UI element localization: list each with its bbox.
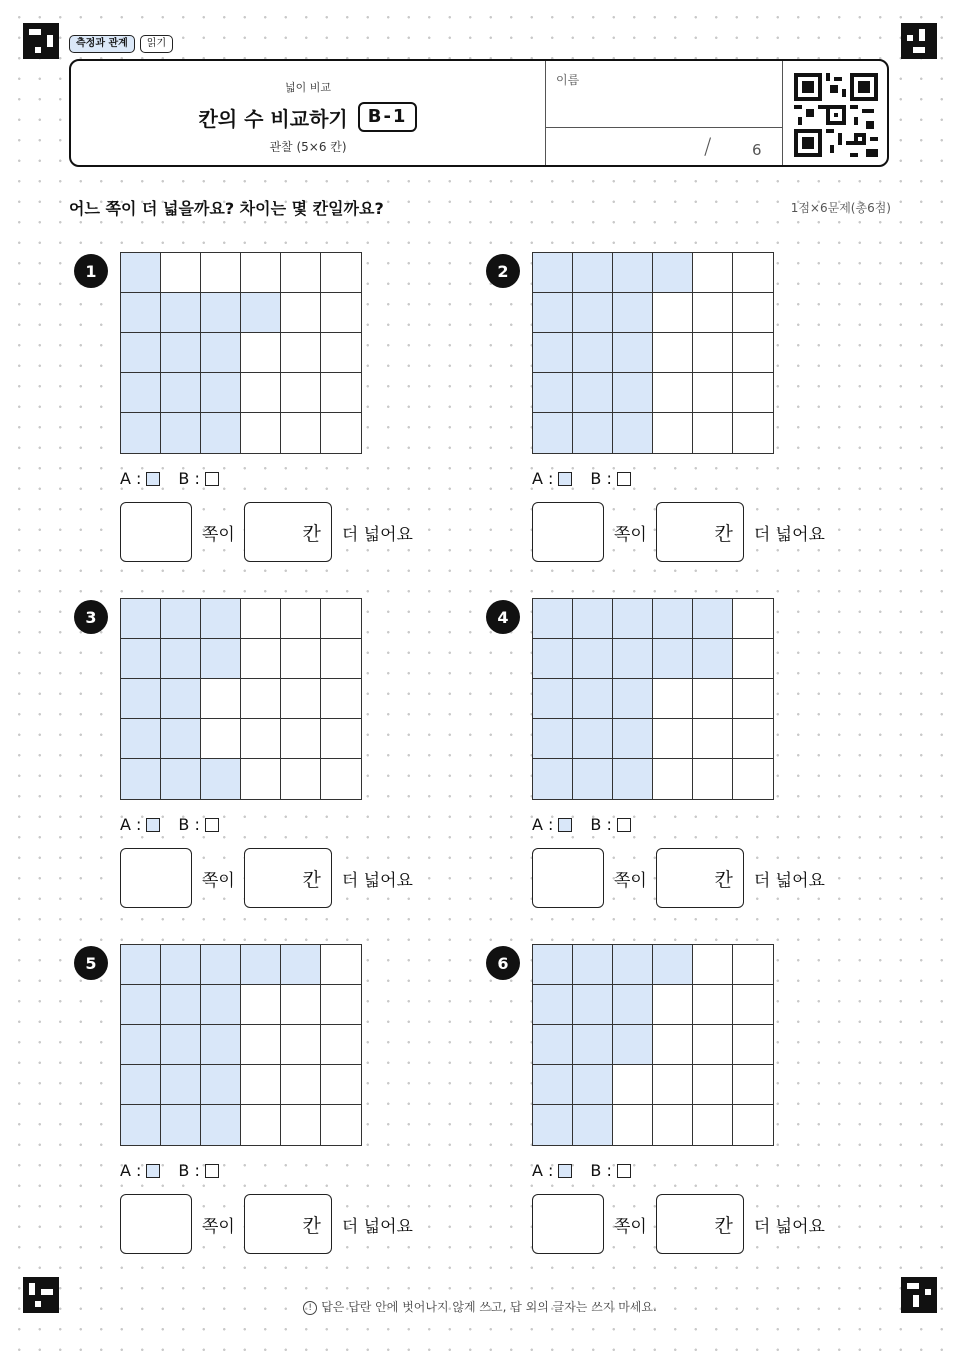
grid-cell-b xyxy=(281,333,321,373)
grid-cell-b xyxy=(733,1025,773,1065)
grid-cell-a xyxy=(533,1105,573,1145)
answer-side-box[interactable] xyxy=(120,1194,192,1254)
grid-cell-b xyxy=(281,599,321,639)
grid-cell-b xyxy=(693,759,733,799)
grid-cell-b xyxy=(161,253,201,293)
grid-cell-b xyxy=(241,639,281,679)
answer-row xyxy=(120,848,422,908)
grid-cell-a xyxy=(161,373,201,413)
grid-cell-b xyxy=(733,679,773,719)
legend-label-a: A : xyxy=(120,469,142,488)
answer-count-box[interactable] xyxy=(656,1194,744,1254)
grid-cell-a xyxy=(613,1025,653,1065)
grid-cell-b xyxy=(693,679,733,719)
grid-cell-a xyxy=(121,599,161,639)
area-grid xyxy=(532,944,774,1146)
legend-swatch-b xyxy=(617,1164,631,1178)
legend-label-b: B : xyxy=(590,469,612,488)
grid-cell-a xyxy=(653,945,693,985)
grid-cell-a xyxy=(161,293,201,333)
grid-cell-b xyxy=(201,719,241,759)
area-grid xyxy=(532,252,774,454)
answer-row xyxy=(532,1194,834,1254)
grid-cell-b xyxy=(321,1025,361,1065)
grid-cell-b xyxy=(281,639,321,679)
legend xyxy=(532,815,649,834)
grid-cell-a xyxy=(573,945,613,985)
grid-cell-a xyxy=(121,719,161,759)
legend-label-b: B : xyxy=(590,815,612,834)
answer-side-box[interactable] xyxy=(120,502,192,562)
grid-cell-b xyxy=(281,253,321,293)
grid-cell-a xyxy=(613,679,653,719)
answer-side-box[interactable] xyxy=(120,848,192,908)
grid-cell-b xyxy=(321,1065,361,1105)
problem-number: 5 xyxy=(74,946,108,980)
grid-cell-a xyxy=(201,759,241,799)
grid-cell-b xyxy=(733,639,773,679)
grid-cell-b xyxy=(321,333,361,373)
legend-swatch-a xyxy=(558,818,572,832)
legend-label-a: A : xyxy=(532,815,554,834)
side-label: 쪽이 xyxy=(614,870,647,891)
grid-cell-b xyxy=(693,1025,733,1065)
grid-cell-b xyxy=(241,679,281,719)
grid-cell-b xyxy=(321,639,361,679)
grid-cell-b xyxy=(281,1105,321,1145)
grid-cell-a xyxy=(613,945,653,985)
grid-cell-b xyxy=(653,333,693,373)
legend-label-b: B : xyxy=(178,469,200,488)
grid-cell-a xyxy=(573,253,613,293)
legend-label-a: A : xyxy=(120,1161,142,1180)
grid-cell-b xyxy=(653,293,693,333)
problem-number: 4 xyxy=(486,600,520,634)
grid-cell-a xyxy=(201,1025,241,1065)
legend xyxy=(532,469,649,488)
name-label: 이름 xyxy=(556,73,580,87)
grid-cell-b xyxy=(241,985,281,1025)
grid-cell-a xyxy=(573,985,613,1025)
grid-cell-a xyxy=(201,413,241,453)
grid-cell-b xyxy=(653,373,693,413)
answer-count-box[interactable] xyxy=(244,848,332,908)
grid-cell-a xyxy=(573,719,613,759)
grid-cell-a xyxy=(533,719,573,759)
grid-cell-b xyxy=(241,1065,281,1105)
header-title-row xyxy=(71,102,545,132)
footer-note xyxy=(0,1298,960,1315)
grid-cell-b xyxy=(733,333,773,373)
grid-cell-a xyxy=(241,293,281,333)
grid-cell-a xyxy=(241,945,281,985)
grid-cell-b xyxy=(281,1065,321,1105)
grid-cell-a xyxy=(121,945,161,985)
header-subtitle: 넓이 비교 xyxy=(284,81,331,94)
unit-label: 칸 xyxy=(302,1214,321,1237)
grid-cell-b xyxy=(321,679,361,719)
grid-cell-a xyxy=(613,639,653,679)
grid-cell-b xyxy=(653,1025,693,1065)
grid-cell-b xyxy=(653,719,693,759)
grid-cell-b xyxy=(693,293,733,333)
grid-cell-b xyxy=(321,253,361,293)
problem-6 xyxy=(481,944,881,1274)
grid-cell-a xyxy=(121,1025,161,1065)
side-label: 쪽이 xyxy=(202,870,235,891)
grid-cell-a xyxy=(533,985,573,1025)
area-grid xyxy=(120,598,362,800)
grid-cell-a xyxy=(201,639,241,679)
unit-label: 칸 xyxy=(302,868,321,891)
grid-cell-b xyxy=(281,1025,321,1065)
grid-cell-a xyxy=(533,293,573,333)
legend-label-b: B : xyxy=(178,1161,200,1180)
worksheet-header xyxy=(69,59,889,167)
legend-swatch-b xyxy=(205,1164,219,1178)
legend-swatch-b xyxy=(205,818,219,832)
grid-cell-a xyxy=(121,293,161,333)
grid-cell-a xyxy=(121,759,161,799)
grid-cell-b xyxy=(241,599,281,639)
grid-cell-b xyxy=(613,1105,653,1145)
grid-cell-a xyxy=(573,759,613,799)
grid-cell-a xyxy=(613,985,653,1025)
grid-cell-b xyxy=(733,599,773,639)
problem-number: 2 xyxy=(486,254,520,288)
legend-label-a: A : xyxy=(120,815,142,834)
more-label: 더 넓어요 xyxy=(341,524,413,545)
grid-cell-a xyxy=(201,293,241,333)
grid-cell-b xyxy=(693,1105,733,1145)
grid-cell-b xyxy=(321,1105,361,1145)
grid-cell-a xyxy=(533,945,573,985)
problem-4 xyxy=(481,598,881,928)
grid-cell-b xyxy=(693,373,733,413)
grid-cell-a xyxy=(613,759,653,799)
grid-cell-a xyxy=(693,599,733,639)
legend-label-a: A : xyxy=(532,1161,554,1180)
legend xyxy=(532,1161,649,1180)
grid-cell-a xyxy=(201,373,241,413)
grid-cell-a xyxy=(653,253,693,293)
footer-text: 답은 답란 안에 벗어나지 않게 쓰고, 답 외의 글자는 쓰지 마세요. xyxy=(321,1300,657,1314)
grid-cell-b xyxy=(693,719,733,759)
area-grid xyxy=(532,598,774,800)
grid-cell-a xyxy=(161,639,201,679)
legend-swatch-a xyxy=(146,1164,160,1178)
grid-cell-b xyxy=(241,373,281,413)
grid-cell-b xyxy=(733,373,773,413)
legend-swatch-a xyxy=(558,1164,572,1178)
grid-cell-a xyxy=(161,413,201,453)
more-label: 더 넓어요 xyxy=(753,870,825,891)
grid-cell-b xyxy=(733,719,773,759)
grid-cell-a xyxy=(161,719,201,759)
header-title-area xyxy=(71,61,545,165)
grid-cell-a xyxy=(201,599,241,639)
grid-cell-b xyxy=(733,293,773,333)
grid-cell-b xyxy=(653,759,693,799)
grid-cell-a xyxy=(121,639,161,679)
grid-cell-b xyxy=(321,373,361,413)
grid-cell-a xyxy=(201,945,241,985)
grid-cell-a xyxy=(613,293,653,333)
grid-cell-a xyxy=(121,679,161,719)
grid-cell-a xyxy=(533,639,573,679)
grid-cell-a xyxy=(201,1065,241,1105)
grid-cell-b xyxy=(693,253,733,293)
legend-swatch-b xyxy=(617,472,631,486)
grid-cell-b xyxy=(693,413,733,453)
grid-cell-b xyxy=(733,945,773,985)
grid-cell-a xyxy=(573,599,613,639)
grid-cell-a xyxy=(573,293,613,333)
score-note: 1점×6문제(총6점) xyxy=(790,201,891,215)
answer-count-box[interactable] xyxy=(656,502,744,562)
grid-cell-a xyxy=(573,373,613,413)
grid-cell-b xyxy=(693,945,733,985)
grid-cell-a xyxy=(573,333,613,373)
grid-cell-a xyxy=(533,333,573,373)
side-label: 쪽이 xyxy=(202,1216,235,1237)
grid-cell-a xyxy=(201,1105,241,1145)
answer-count-box[interactable] xyxy=(244,1194,332,1254)
name-score-area xyxy=(545,61,783,165)
answer-count-box[interactable] xyxy=(244,502,332,562)
area-grid xyxy=(120,252,362,454)
worksheet-code: B-1 xyxy=(358,102,418,132)
grid-cell-a xyxy=(613,333,653,373)
grid-cell-a xyxy=(613,719,653,759)
score-slash: / xyxy=(704,135,712,160)
grid-cell-a xyxy=(573,413,613,453)
grid-cell-a xyxy=(613,373,653,413)
legend xyxy=(120,1161,237,1180)
grid-cell-a xyxy=(573,1105,613,1145)
answer-side-box[interactable] xyxy=(532,502,604,562)
grid-cell-b xyxy=(733,253,773,293)
grid-cell-b xyxy=(321,945,361,985)
grid-cell-a xyxy=(161,945,201,985)
problem-2 xyxy=(481,252,881,582)
grid-cell-b xyxy=(241,253,281,293)
grid-cell-a xyxy=(613,253,653,293)
legend-swatch-b xyxy=(617,818,631,832)
grid-cell-a xyxy=(121,253,161,293)
grid-cell-b xyxy=(281,759,321,799)
problem-number: 1 xyxy=(74,254,108,288)
unit-label: 칸 xyxy=(714,868,733,891)
corner-marker-top-right xyxy=(901,23,937,59)
grid-cell-a xyxy=(161,985,201,1025)
legend-swatch-a xyxy=(558,472,572,486)
grid-cell-b xyxy=(653,413,693,453)
grid-cell-a xyxy=(693,639,733,679)
unit-label: 칸 xyxy=(714,522,733,545)
qr-code-icon xyxy=(794,73,878,157)
grid-cell-a xyxy=(121,413,161,453)
grid-cell-b xyxy=(281,679,321,719)
grid-cell-a xyxy=(573,1065,613,1105)
legend-swatch-a xyxy=(146,472,160,486)
grid-cell-b xyxy=(693,333,733,373)
header-type: 관찰 (5×6 칸) xyxy=(269,140,347,154)
grid-cell-b xyxy=(733,1065,773,1105)
problem-5 xyxy=(69,944,469,1274)
grid-cell-b xyxy=(241,333,281,373)
problem-number: 3 xyxy=(74,600,108,634)
grid-cell-b xyxy=(321,599,361,639)
grid-cell-b xyxy=(733,759,773,799)
grid-cell-b xyxy=(733,1105,773,1145)
more-label: 더 넓어요 xyxy=(753,1216,825,1237)
grid-cell-a xyxy=(121,373,161,413)
grid-cell-a xyxy=(573,679,613,719)
more-label: 더 넓어요 xyxy=(753,524,825,545)
side-label: 쪽이 xyxy=(614,524,647,545)
grid-cell-a xyxy=(533,679,573,719)
grid-cell-b xyxy=(693,985,733,1025)
grid-cell-b xyxy=(653,679,693,719)
unit-label: 칸 xyxy=(302,522,321,545)
grid-cell-a xyxy=(121,1065,161,1105)
grid-cell-b xyxy=(321,985,361,1025)
answer-count-box[interactable] xyxy=(656,848,744,908)
grid-cell-b xyxy=(321,293,361,333)
grid-cell-a xyxy=(573,639,613,679)
tag-group xyxy=(69,35,173,53)
problem-number: 6 xyxy=(486,946,520,980)
grid-cell-b xyxy=(321,413,361,453)
grid-cell-a xyxy=(121,1105,161,1145)
unit-label: 칸 xyxy=(714,1214,733,1237)
grid-cell-a xyxy=(653,639,693,679)
grid-cell-b xyxy=(321,759,361,799)
grid-cell-a xyxy=(161,333,201,373)
grid-cell-b xyxy=(241,759,281,799)
grid-cell-a xyxy=(533,1065,573,1105)
grid-cell-b xyxy=(281,719,321,759)
more-label: 더 넓어요 xyxy=(341,870,413,891)
grid-cell-a xyxy=(533,413,573,453)
grid-cell-b xyxy=(653,1105,693,1145)
answer-side-box[interactable] xyxy=(532,848,604,908)
grid-cell-b xyxy=(613,1065,653,1105)
grid-cell-b xyxy=(733,413,773,453)
problem-3 xyxy=(69,598,469,928)
grid-cell-b xyxy=(281,293,321,333)
grid-cell-b xyxy=(241,719,281,759)
grid-cell-a xyxy=(533,599,573,639)
grid-cell-b xyxy=(201,253,241,293)
grid-cell-b xyxy=(201,679,241,719)
grid-cell-a xyxy=(533,759,573,799)
category-tag: 측정과 관계 xyxy=(69,35,135,53)
level-tag: 읽기 xyxy=(140,35,173,53)
grid-cell-a xyxy=(161,1105,201,1145)
grid-cell-a xyxy=(653,599,693,639)
legend-label-b: B : xyxy=(178,815,200,834)
grid-cell-a xyxy=(161,759,201,799)
score-total: 6 xyxy=(752,141,762,159)
grid-cell-a xyxy=(533,1025,573,1065)
legend-label-b: B : xyxy=(590,1161,612,1180)
grid-cell-b xyxy=(241,1105,281,1145)
grid-cell-b xyxy=(653,1065,693,1105)
legend xyxy=(120,469,237,488)
grid-cell-a xyxy=(613,413,653,453)
grid-cell-a xyxy=(533,253,573,293)
answer-row xyxy=(120,1194,422,1254)
corner-marker-top-left xyxy=(23,23,59,59)
grid-cell-a xyxy=(201,333,241,373)
grid-cell-b xyxy=(321,719,361,759)
grid-cell-b xyxy=(281,413,321,453)
instruction-text: 어느 쪽이 더 넓을까요? 차이는 몇 칸일까요? xyxy=(69,199,384,218)
side-label: 쪽이 xyxy=(614,1216,647,1237)
grid-cell-a xyxy=(533,373,573,413)
answer-side-box[interactable] xyxy=(532,1194,604,1254)
problem-1 xyxy=(69,252,469,582)
answer-row xyxy=(120,502,422,562)
answer-row xyxy=(532,502,834,562)
grid-cell-b xyxy=(281,985,321,1025)
legend-swatch-a xyxy=(146,818,160,832)
side-label: 쪽이 xyxy=(202,524,235,545)
legend xyxy=(120,815,237,834)
divider-line xyxy=(546,127,782,128)
grid-cell-a xyxy=(161,1025,201,1065)
grid-cell-b xyxy=(281,373,321,413)
grid-cell-a xyxy=(613,599,653,639)
grid-cell-a xyxy=(121,333,161,373)
grid-cell-a xyxy=(281,945,321,985)
page-title: 칸의 수 비교하기 xyxy=(198,106,348,131)
grid-cell-b xyxy=(653,985,693,1025)
legend-swatch-b xyxy=(205,472,219,486)
grid-cell-a xyxy=(573,1025,613,1065)
grid-cell-a xyxy=(161,599,201,639)
answer-row xyxy=(532,848,834,908)
grid-cell-b xyxy=(733,985,773,1025)
grid-cell-a xyxy=(161,1065,201,1105)
legend-label-a: A : xyxy=(532,469,554,488)
grid-cell-b xyxy=(241,1025,281,1065)
grid-cell-a xyxy=(201,985,241,1025)
more-label: 더 넓어요 xyxy=(341,1216,413,1237)
grid-cell-a xyxy=(121,985,161,1025)
grid-cell-b xyxy=(241,413,281,453)
grid-cell-a xyxy=(161,679,201,719)
grid-cell-b xyxy=(693,1065,733,1105)
warning-icon: ! xyxy=(303,1301,317,1315)
area-grid xyxy=(120,944,362,1146)
